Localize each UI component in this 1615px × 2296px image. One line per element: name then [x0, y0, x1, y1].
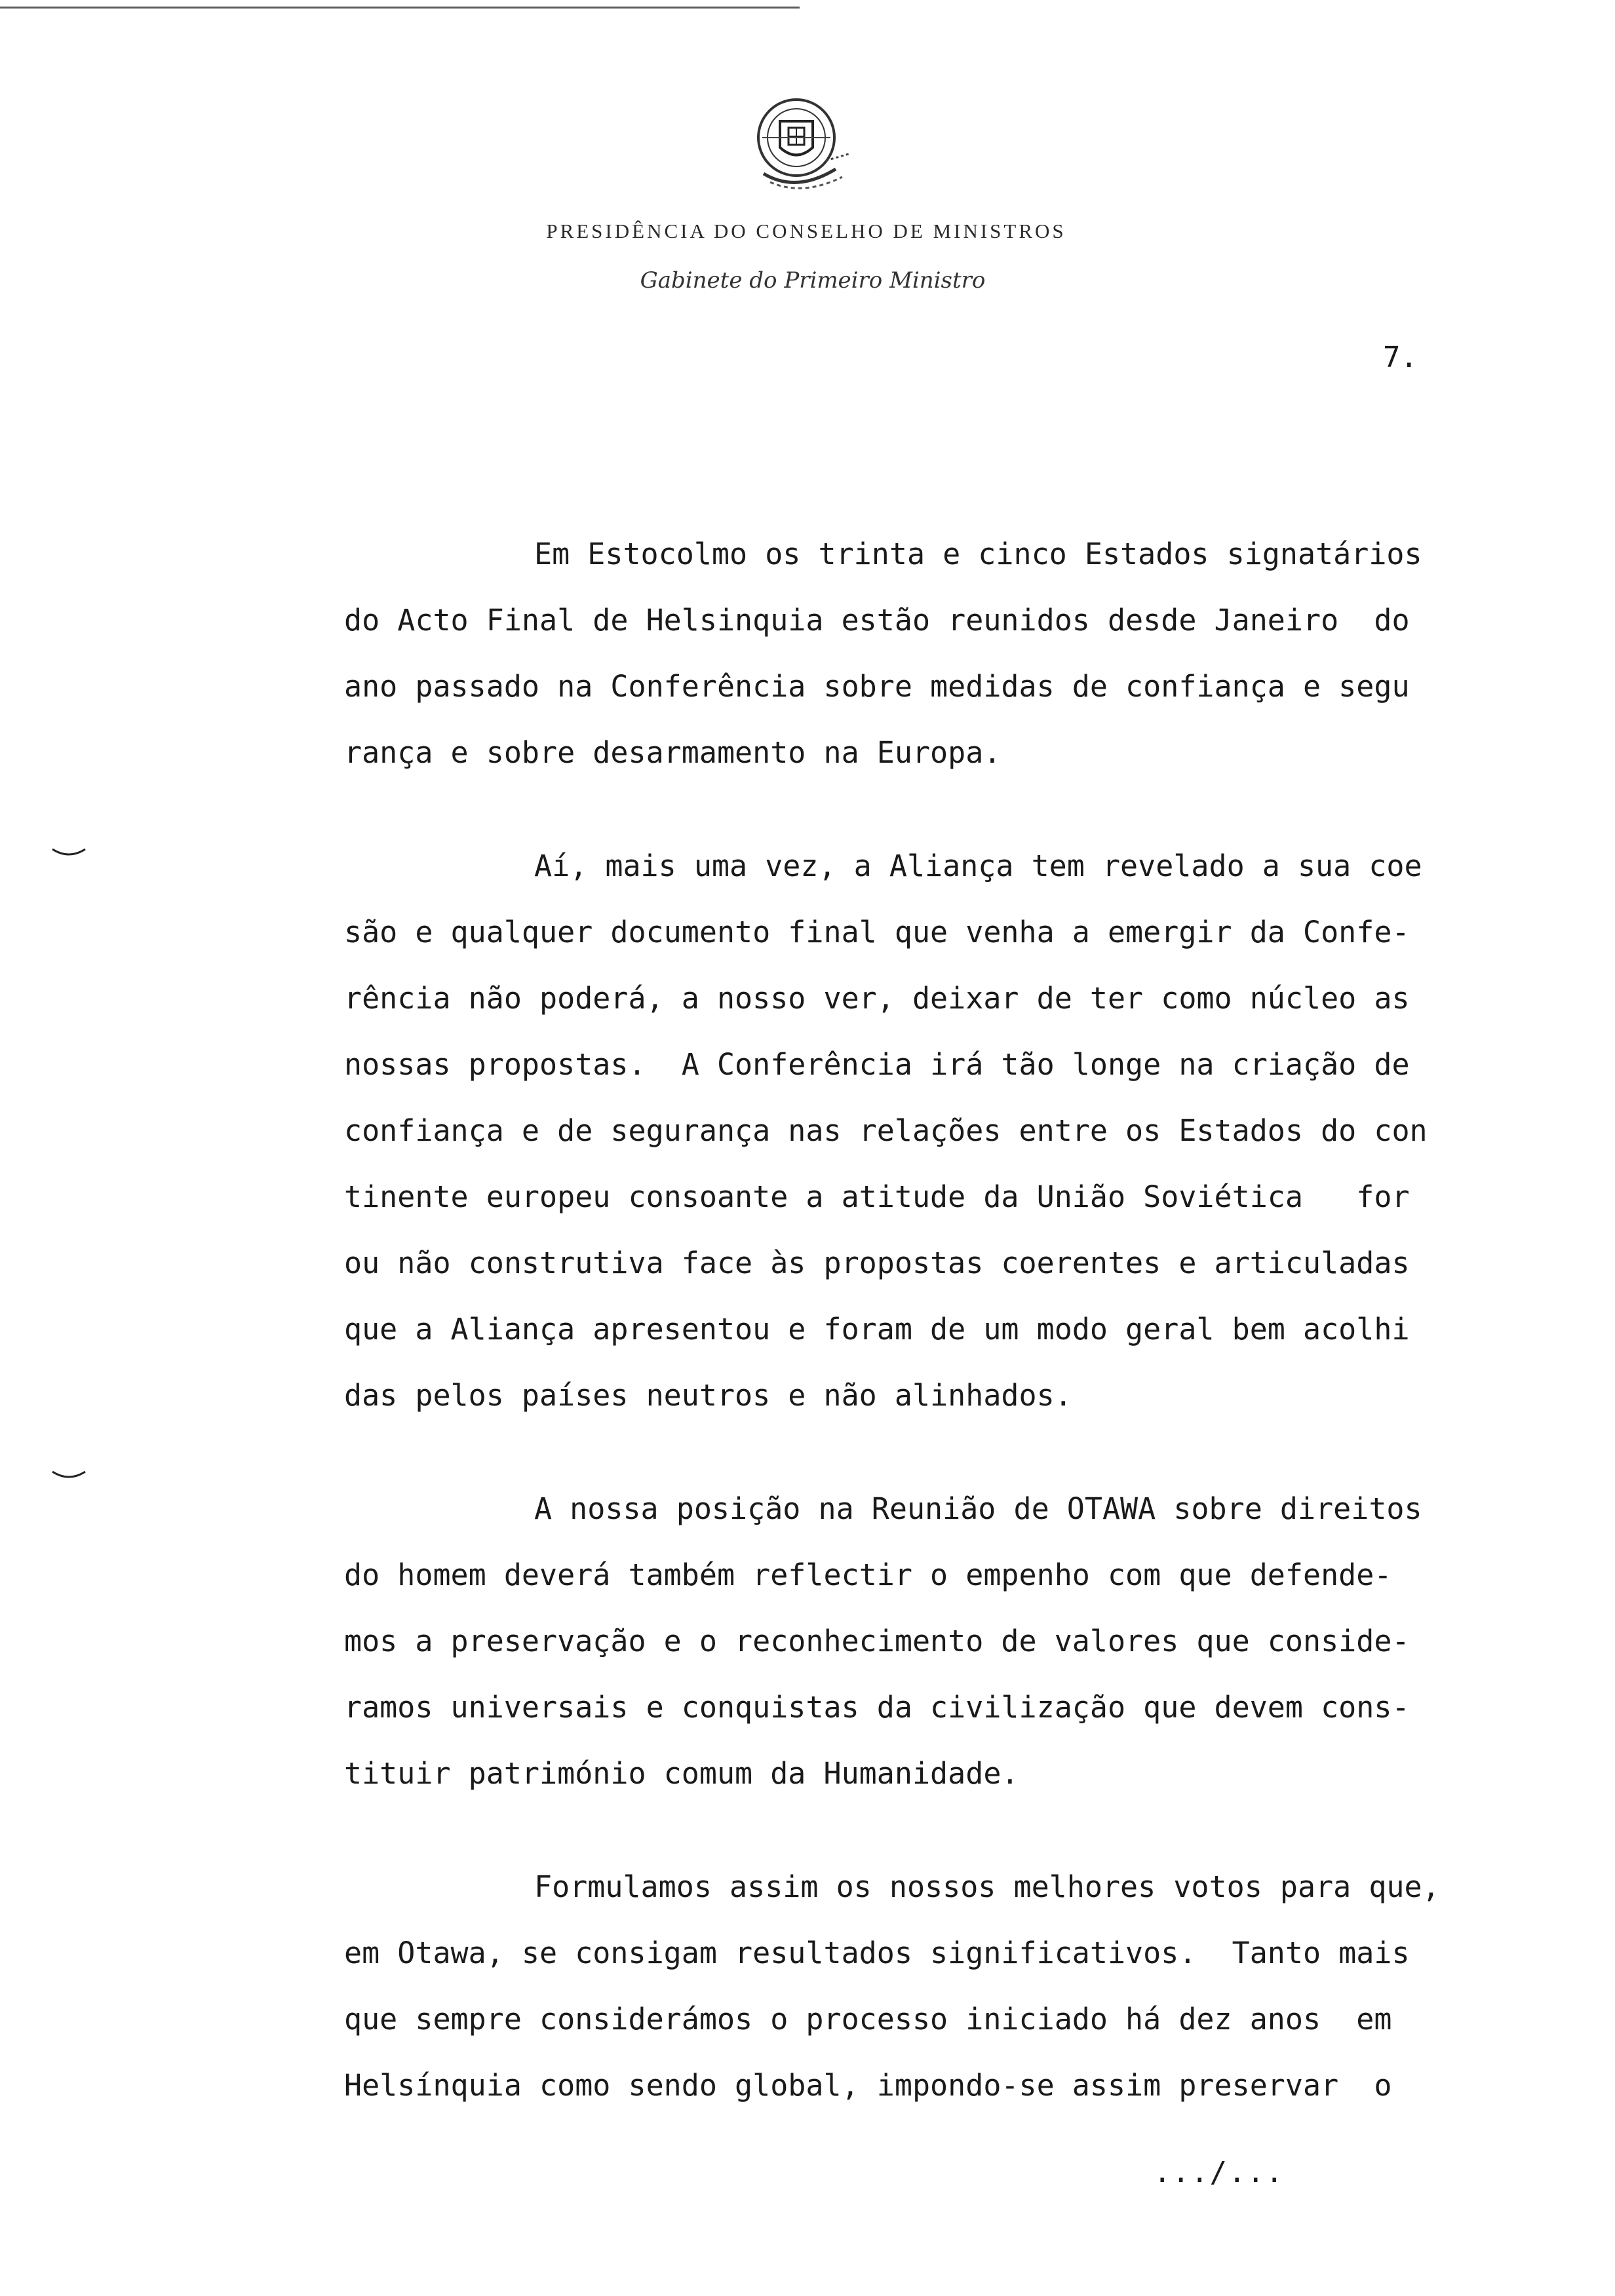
text-line: tituir património comum da Humanidade. — [344, 1756, 1019, 1791]
text-line: tinente europeu consoante a atitude da União Soviética for — [344, 1179, 1410, 1214]
text-line: Em Estocolmo os trinta e cinco Estados signatários — [534, 537, 1422, 571]
text-line: que sempre considerámos o processo iniciado há dez anos em — [344, 2002, 1392, 2037]
institution-name: PRESIDÊNCIA DO CONSELHO DE MINISTROS — [546, 220, 1066, 242]
text-line: Helsínquia como sendo global, impondo-se assim preservar o — [344, 2068, 1392, 2103]
text-line: rança e sobre desarmamento na Europa. — [344, 735, 1002, 770]
text-line: rência não poderá, a nosso ver, deixar de ter como núcleo as — [344, 981, 1410, 1016]
continuation-marker: .../... — [1154, 2156, 1285, 2189]
paragraph — [344, 1854, 1544, 2118]
text-line: que a Aliança apresentou e foram de um modo geral bem acolhi — [344, 1312, 1410, 1347]
coat-of-arms-seal — [744, 92, 859, 203]
text-line: nossas propostas. A Conferência irá tão longe na criação de — [344, 1047, 1410, 1082]
text-line: Formulamos assim os nossos melhores votos para que, — [534, 1869, 1440, 1904]
margin-mark — [49, 1468, 88, 1483]
paragraph — [344, 833, 1544, 1428]
text-line: ou não construtiva face às propostas coerentes e articuladas — [344, 1246, 1410, 1280]
paragraph — [344, 1476, 1544, 1807]
text-line: ramos universais e conquistas da civilização que devem cons- — [344, 1690, 1410, 1725]
text-line: do homem deverá também reflectir o empenho com que defende- — [344, 1558, 1392, 1592]
text-line: em Otawa, se consigam resultados significativos. Tanto mais — [344, 1936, 1410, 1970]
text-line: das pelos países neutros e não alinhados. — [344, 1378, 1072, 1413]
text-line: mos a preservação e o reconhecimento de valores que conside- — [344, 1624, 1410, 1658]
top-rule — [0, 7, 800, 9]
text-line: ano passado na Conferência sobre medidas de confiança e segu — [344, 669, 1410, 704]
document-body — [344, 521, 1544, 2118]
page-number: 7. — [1383, 341, 1418, 374]
text-line: A nossa posição na Reunião de OTAWA sobre direitos — [534, 1491, 1422, 1526]
text-line: são e qualquer documento final que venha a emergir da Confe- — [344, 915, 1410, 949]
paragraph — [344, 521, 1544, 786]
text-line: do Acto Final de Helsinquia estão reunidos desde Janeiro do — [344, 603, 1410, 638]
margin-mark — [49, 845, 88, 861]
seal-icon — [744, 92, 859, 203]
cabinet-name: Gabinete do Primeiro Ministro — [640, 267, 986, 294]
text-line: confiança e de segurança nas relações entre os Estados do con — [344, 1113, 1428, 1148]
text-line: Aí, mais uma vez, a Aliança tem revelado a sua coe — [534, 849, 1422, 883]
